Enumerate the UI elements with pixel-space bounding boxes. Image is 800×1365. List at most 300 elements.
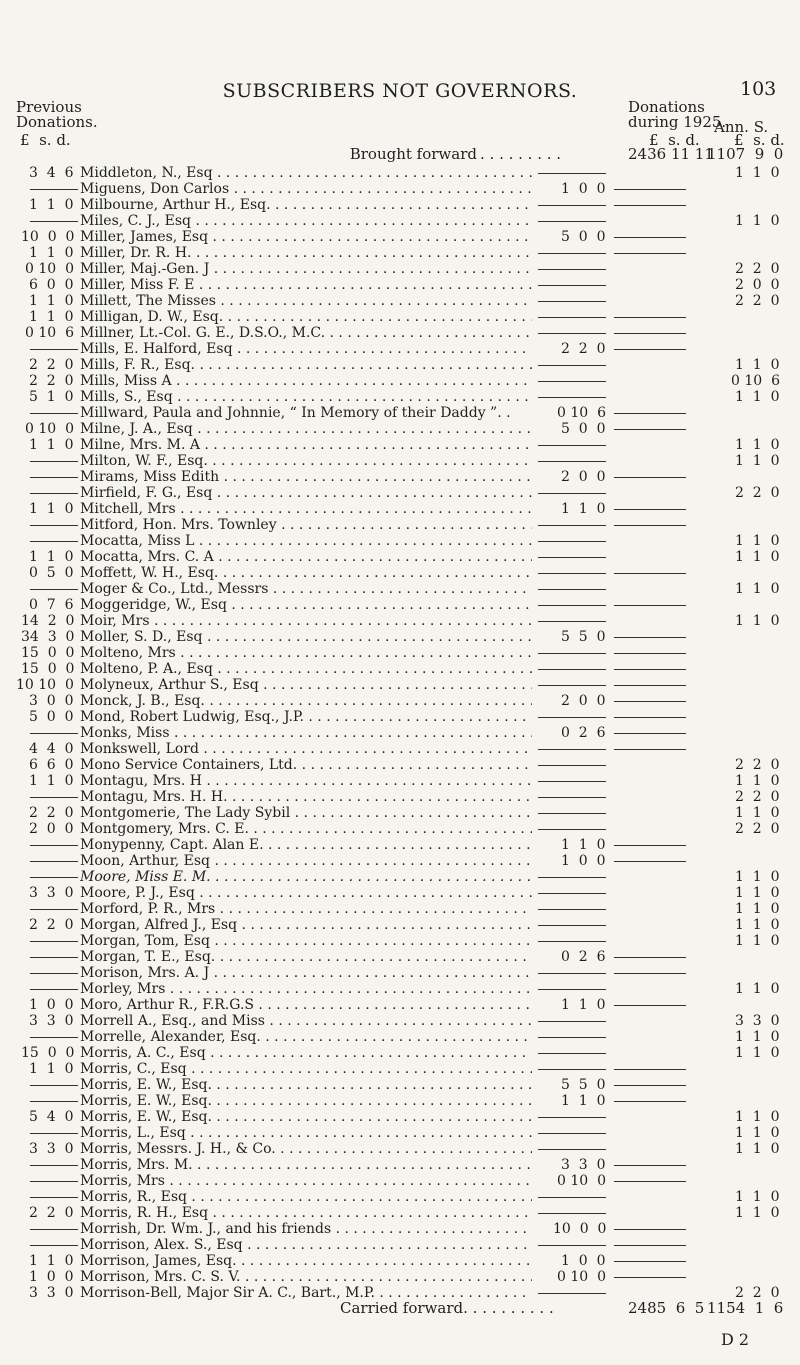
subscriber-name: Mills, S., Esq . . . xyxy=(80,389,532,405)
table-row xyxy=(0,965,800,981)
empty-amount-rule xyxy=(538,765,606,766)
annual-subscription-amount: 1 1 0 xyxy=(735,1029,780,1045)
empty-amount-rule xyxy=(30,461,78,462)
empty-amount-rule xyxy=(614,477,686,478)
table-row xyxy=(0,805,800,821)
annual-subscription-amount: 1 1 0 xyxy=(735,1205,780,1221)
empty-amount-rule xyxy=(538,1117,606,1118)
annual-subscription-amount: 2 2 0 xyxy=(735,821,780,837)
table-row xyxy=(0,741,800,757)
empty-amount-rule xyxy=(30,1101,78,1102)
previous-donation-amount: 34 3 0 xyxy=(21,629,75,645)
subscriber-name: Milne, Mrs. M. A . . . xyxy=(80,437,532,453)
subscriber-name: Monypenny, Capt. Alan E. . . . xyxy=(80,837,532,853)
subscriber-name: Morris, C., Esq . . . xyxy=(80,1061,532,1077)
empty-amount-rule xyxy=(538,381,606,382)
subscriber-name: Moger & Co., Ltd., Messrs . . . xyxy=(80,581,532,597)
previous-donation-amount: 1 0 0 xyxy=(29,997,74,1013)
donations-during-header xyxy=(628,100,726,130)
previous-donation-amount: 1 1 0 xyxy=(29,549,74,565)
annual-subscription-amount: 2 2 0 xyxy=(735,261,780,277)
annual-subscription-amount: 1 1 0 xyxy=(735,869,780,885)
empty-amount-rule xyxy=(614,237,686,238)
subscriber-name: Morris, R. H., Esq . . . xyxy=(80,1205,532,1221)
empty-amount-rule xyxy=(538,749,606,750)
annual-subscription-amount: 1 1 0 xyxy=(735,613,780,629)
annual-subscription-amount: 2 2 0 xyxy=(735,1285,780,1301)
subscriber-name: Morris, E. W., Esq. . . . xyxy=(80,1109,532,1125)
carried-forward-text: Carried forward xyxy=(340,1299,464,1317)
previous-donation-amount: 5 1 0 xyxy=(29,389,74,405)
empty-amount-rule xyxy=(538,669,606,670)
subscriber-name: Molteno, P. A., Esq . . . xyxy=(80,661,532,677)
previous-donation-amount: 1 1 0 xyxy=(29,1253,74,1269)
previous-donation-amount: 10 10 0 xyxy=(16,677,74,693)
previous-donation-amount: 1 1 0 xyxy=(29,437,74,453)
previous-donation-amount: 2 2 0 xyxy=(29,805,74,821)
subscriber-name: Milne, J. A., Esq . . . xyxy=(80,421,532,437)
table-row xyxy=(0,1205,800,1221)
subscriber-list xyxy=(0,165,800,1301)
table-row xyxy=(0,1221,800,1237)
table-row xyxy=(0,1157,800,1173)
subscriber-name: Morgan, T. E., Esq. . . . xyxy=(80,949,532,965)
empty-amount-rule xyxy=(614,1005,686,1006)
empty-amount-rule xyxy=(30,1245,78,1246)
empty-amount-rule xyxy=(614,605,686,606)
subscriber-name: Milton, W. F., Esq. . . . xyxy=(80,453,532,469)
empty-amount-rule xyxy=(538,781,606,782)
table-row xyxy=(0,213,800,229)
table-row xyxy=(0,325,800,341)
annual-subscription-amount: 1 1 0 xyxy=(735,805,780,821)
subscriber-name: Morris, R., Esq . . . xyxy=(80,1189,532,1205)
empty-amount-rule xyxy=(30,589,78,590)
subscriber-name: Morris, E. W., Esq. . . . xyxy=(80,1093,532,1109)
empty-amount-rule xyxy=(30,989,78,990)
table-row xyxy=(0,933,800,949)
empty-amount-rule xyxy=(30,909,78,910)
leader-dots: . . . . . . . . . . xyxy=(463,1299,554,1317)
table-row xyxy=(0,581,800,597)
subscriber-name: Montgomerie, The Lady Sybil . . . xyxy=(80,805,532,821)
donation-1925-amount: 0 2 6 xyxy=(561,949,606,965)
subscriber-name: Monks, Miss . . . xyxy=(80,725,532,741)
annual-subscription-amount: 1 1 0 xyxy=(735,885,780,901)
empty-amount-rule xyxy=(538,285,606,286)
table-row xyxy=(0,725,800,741)
annual-subscription-amount: 1 1 0 xyxy=(735,773,780,789)
empty-amount-rule xyxy=(30,541,78,542)
subscriber-name: Miller, James, Esq . . . xyxy=(80,229,532,245)
subscriber-name: Morrison-Bell, Major Sir A. C., Bart., M.P. . . . xyxy=(80,1285,532,1301)
table-row xyxy=(0,293,800,309)
empty-amount-rule xyxy=(538,461,606,462)
subscriber-name: Montagu, Mrs. H. H. . . . xyxy=(80,789,532,805)
previous-donation-amount: 0 10 6 xyxy=(25,325,74,341)
carried-forward-donations: 2485 6 5 xyxy=(628,1299,705,1317)
donation-1925-amount: 1 1 0 xyxy=(561,501,606,517)
empty-amount-rule xyxy=(538,973,606,974)
table-row xyxy=(0,357,800,373)
empty-amount-rule xyxy=(538,909,606,910)
empty-amount-rule xyxy=(614,669,686,670)
table-row xyxy=(0,1253,800,1269)
subscriber-name: Morris, A. C., Esq . . . xyxy=(80,1045,532,1061)
empty-amount-rule xyxy=(614,1101,686,1102)
previous-donation-amount: 3 3 0 xyxy=(29,1285,74,1301)
subscriber-name: Mond, Robert Ludwig, Esq., J.P. . . . xyxy=(80,709,532,725)
previous-donation-amount: 1 1 0 xyxy=(29,1061,74,1077)
empty-amount-rule xyxy=(614,733,686,734)
table-row xyxy=(0,837,800,853)
subscriber-name: Mocatta, Miss L . . . xyxy=(80,533,532,549)
subscriber-name: Mills, E. Halford, Esq . . . xyxy=(80,341,532,357)
empty-amount-rule xyxy=(614,525,686,526)
table-row xyxy=(0,517,800,533)
table-row xyxy=(0,901,800,917)
subscriber-name: Morrison, Alex. S., Esq . . . xyxy=(80,1237,532,1253)
table-row xyxy=(0,1029,800,1045)
previous-donation-amount: 2 2 0 xyxy=(29,373,74,389)
previous-donation-amount: 3 0 0 xyxy=(29,693,74,709)
previous-donation-amount: 6 0 0 xyxy=(29,277,74,293)
empty-amount-rule xyxy=(538,589,606,590)
empty-amount-rule xyxy=(30,733,78,734)
empty-amount-rule xyxy=(538,605,606,606)
empty-amount-rule xyxy=(614,1085,686,1086)
empty-amount-rule xyxy=(538,1197,606,1198)
annual-subscription-amount: 0 10 6 xyxy=(731,373,780,389)
table-row xyxy=(0,853,800,869)
table-row xyxy=(0,597,800,613)
table-row xyxy=(0,197,800,213)
subscriber-name: Millward, Paula and Johnnie, “ In Memory of their Daddy ”. . xyxy=(80,405,511,421)
annual-subscription-amount: 1 1 0 xyxy=(735,213,780,229)
table-row xyxy=(0,469,800,485)
donation-1925-amount: 3 3 0 xyxy=(561,1157,606,1173)
empty-amount-rule xyxy=(538,1293,606,1294)
carried-forward-label xyxy=(340,1299,554,1317)
table-row xyxy=(0,997,800,1013)
table-row xyxy=(0,981,800,997)
previous-donation-amount: 5 0 0 xyxy=(29,709,74,725)
donation-1925-amount: 5 0 0 xyxy=(561,229,606,245)
previous-donation-amount: 15 0 0 xyxy=(21,1045,75,1061)
subscriber-name: Millett, The Misses . . . xyxy=(80,293,532,309)
empty-amount-rule xyxy=(614,1261,686,1262)
annual-subscription-amount: 1 1 0 xyxy=(735,1189,780,1205)
subscriber-name: Moore, Miss E. M. . . . xyxy=(80,869,532,885)
subscriber-name: Montagu, Mrs. H . . . xyxy=(80,773,532,789)
table-row xyxy=(0,709,800,725)
empty-amount-rule xyxy=(538,925,606,926)
table-row xyxy=(0,181,800,197)
annual-subscription-amount: 3 3 0 xyxy=(735,1013,780,1029)
subscriber-name: Miller, Dr. R. H. . . . xyxy=(80,245,532,261)
empty-amount-rule xyxy=(614,653,686,654)
annual-subscription-amount: 2 2 0 xyxy=(735,789,780,805)
subscriber-name: Morris, L., Esq . . . xyxy=(80,1125,532,1141)
empty-amount-rule xyxy=(30,477,78,478)
table-row xyxy=(0,789,800,805)
empty-amount-rule xyxy=(614,1069,686,1070)
annual-subscription-amount: 1 1 0 xyxy=(735,1045,780,1061)
brought-forward-label: Brought forward xyxy=(349,145,477,163)
subscriber-name: Middleton, N., Esq . . . xyxy=(80,165,532,181)
table-row xyxy=(0,885,800,901)
subscriber-name: Moggeridge, W., Esq . . . xyxy=(80,597,532,613)
table-row xyxy=(0,1173,800,1189)
empty-amount-rule xyxy=(538,1245,606,1246)
table-row xyxy=(0,453,800,469)
empty-amount-rule xyxy=(538,301,606,302)
subscriber-name: Mirams, Miss Edith . . . xyxy=(80,469,532,485)
table-row xyxy=(0,309,800,325)
previous-donation-amount: 3 4 6 xyxy=(29,165,74,181)
empty-amount-rule xyxy=(614,637,686,638)
table-row xyxy=(0,645,800,661)
table-row xyxy=(0,565,800,581)
subscriber-name: Morford, P. R., Mrs . . . xyxy=(80,901,532,917)
empty-amount-rule xyxy=(538,541,606,542)
previous-donation-amount: 2 2 0 xyxy=(29,1205,74,1221)
annual-subscription-amount: 2 2 0 xyxy=(735,757,780,773)
empty-amount-rule xyxy=(614,189,686,190)
subscriber-name: Morrison, Mrs. C. S. V. . . . xyxy=(80,1269,532,1285)
table-row xyxy=(0,277,800,293)
table-row xyxy=(0,501,800,517)
donation-1925-amount: 5 5 0 xyxy=(561,629,606,645)
donation-1925-amount: 1 1 0 xyxy=(561,1093,606,1109)
table-row xyxy=(0,613,800,629)
subscriber-name: Miller, Maj.-Gen. J . . . xyxy=(80,261,532,277)
subscriber-name: Morgan, Alfred J., Esq . . . xyxy=(80,917,532,933)
empty-amount-rule xyxy=(30,957,78,958)
table-row xyxy=(0,341,800,357)
table-row xyxy=(0,629,800,645)
table-row xyxy=(0,405,800,421)
previous-donation-amount: 0 5 0 xyxy=(29,565,74,581)
annual-subscription-amount: 1 1 0 xyxy=(735,1141,780,1157)
donation-1925-amount: 1 0 0 xyxy=(561,181,606,197)
empty-amount-rule xyxy=(30,861,78,862)
annual-subscription-amount: 2 2 0 xyxy=(735,293,780,309)
subscriber-name: Morris, Mrs . . . xyxy=(80,1173,532,1189)
table-row xyxy=(0,229,800,245)
annual-subscription-amount: 1 1 0 xyxy=(735,389,780,405)
empty-amount-rule xyxy=(538,685,606,686)
previous-donation-amount: 2 2 0 xyxy=(29,917,74,933)
empty-amount-rule xyxy=(614,1277,686,1278)
donation-1925-amount: 0 2 6 xyxy=(561,725,606,741)
empty-amount-rule xyxy=(538,1149,606,1150)
subscriber-name: Montgomery, Mrs. C. E. . . . xyxy=(80,821,532,837)
subscriber-name: Morrish, Dr. Wm. J., and his friends . . . xyxy=(80,1221,532,1237)
annual-subscription-amount: 1 1 0 xyxy=(735,437,780,453)
table-row xyxy=(0,1269,800,1285)
table-row xyxy=(0,1045,800,1061)
empty-amount-rule xyxy=(614,1165,686,1166)
empty-amount-rule xyxy=(614,717,686,718)
previous-donation-amount: 1 1 0 xyxy=(29,309,74,325)
page-title: SUBSCRIBERS NOT GOVERNORS. xyxy=(222,80,578,102)
subscriber-name: Moller, S. D., Esq . . . xyxy=(80,629,532,645)
table-row xyxy=(0,1141,800,1157)
currency-units-previous: £ s. d. xyxy=(20,131,71,149)
subscriber-name: Moore, P. J., Esq . . . xyxy=(80,885,532,901)
empty-amount-rule xyxy=(30,525,78,526)
annual-subscription-amount: 1 1 0 xyxy=(735,581,780,597)
signature-mark: D 2 xyxy=(721,1330,750,1349)
brought-forward-annual: 1107 9 0 xyxy=(707,145,784,163)
empty-amount-rule xyxy=(614,685,686,686)
subscriber-name: Morris, Mrs. M. . . . xyxy=(80,1157,532,1173)
previous-donations-header-line: Previous xyxy=(16,98,82,116)
table-row xyxy=(0,389,800,405)
table-row xyxy=(0,1125,800,1141)
annual-subscription-amount: 1 1 0 xyxy=(735,453,780,469)
annual-subscription-amount: 1 1 0 xyxy=(735,981,780,997)
previous-donations-header xyxy=(16,100,136,130)
donations-during-header-line: during 1925. xyxy=(628,113,727,131)
empty-amount-rule xyxy=(614,701,686,702)
donation-1925-amount: 1 0 0 xyxy=(561,1253,606,1269)
empty-amount-rule xyxy=(614,205,686,206)
subscriber-name: Millner, Lt.-Col. G. E., D.S.O., M.C. . . . xyxy=(80,325,532,341)
subscriber-name: Moon, Arthur, Esq . . . xyxy=(80,853,532,869)
table-row xyxy=(0,1237,800,1253)
previous-donation-amount: 0 10 0 xyxy=(25,261,74,277)
table-row xyxy=(0,165,800,181)
empty-amount-rule xyxy=(30,1197,78,1198)
empty-amount-rule xyxy=(614,973,686,974)
annual-subscription-amount: 2 0 0 xyxy=(735,277,780,293)
table-row xyxy=(0,533,800,549)
previous-donation-amount: 0 10 0 xyxy=(25,421,74,437)
page-number: 103 xyxy=(740,78,777,100)
table-row xyxy=(0,485,800,501)
empty-amount-rule xyxy=(538,221,606,222)
table-row xyxy=(0,949,800,965)
subscriber-name: Mitchell, Mrs . . . xyxy=(80,501,532,517)
empty-amount-rule xyxy=(538,445,606,446)
previous-donation-amount: 0 7 6 xyxy=(29,597,74,613)
annual-subscription-amount: 1 1 0 xyxy=(735,533,780,549)
subscriber-name: Morrison, James, Esq. . . . xyxy=(80,1253,532,1269)
empty-amount-rule xyxy=(538,893,606,894)
subscriber-name: Morrelle, Alexander, Esq. . . . xyxy=(80,1029,532,1045)
previous-donation-amount: 3 3 0 xyxy=(29,885,74,901)
subscriber-name: Mocatta, Mrs. C. A . . . xyxy=(80,549,532,565)
empty-amount-rule xyxy=(538,1133,606,1134)
empty-amount-rule xyxy=(30,1181,78,1182)
empty-amount-rule xyxy=(538,1037,606,1038)
subscriber-name: Moffett, W. H., Esq. . . . xyxy=(80,565,532,581)
annual-subscriptions-header: Ann. S. xyxy=(714,118,769,136)
empty-amount-rule xyxy=(614,845,686,846)
empty-amount-rule xyxy=(538,205,606,206)
table-row xyxy=(0,373,800,389)
empty-amount-rule xyxy=(538,653,606,654)
table-row xyxy=(0,869,800,885)
previous-donation-amount: 1 1 0 xyxy=(29,773,74,789)
empty-amount-rule xyxy=(538,829,606,830)
empty-amount-rule xyxy=(538,877,606,878)
previous-donation-amount: 14 2 0 xyxy=(21,613,75,629)
subscriber-name: Morgan, Tom, Esq . . . xyxy=(80,933,532,949)
annual-subscription-amount: 1 1 0 xyxy=(735,165,780,181)
empty-amount-rule xyxy=(30,1165,78,1166)
subscriber-name: Milbourne, Arthur H., Esq. . . . xyxy=(80,197,532,213)
donation-1925-amount: 0 10 0 xyxy=(557,1269,606,1285)
empty-amount-rule xyxy=(30,1229,78,1230)
table-row xyxy=(0,821,800,837)
subscriber-name: Monkswell, Lord . . . xyxy=(80,741,532,757)
empty-amount-rule xyxy=(614,1181,686,1182)
previous-donation-amount: 3 3 0 xyxy=(29,1013,74,1029)
empty-amount-rule xyxy=(538,365,606,366)
empty-amount-rule xyxy=(538,1021,606,1022)
donation-1925-amount: 2 2 0 xyxy=(561,341,606,357)
table-row xyxy=(0,677,800,693)
subscriber-name: Mills, Miss A . . . xyxy=(80,373,532,389)
subscriber-name: Morley, Mrs . . . xyxy=(80,981,532,997)
subscriber-name: Miguens, Don Carlos . . . xyxy=(80,181,532,197)
empty-amount-rule xyxy=(30,221,78,222)
donation-1925-amount: 2 0 0 xyxy=(561,693,606,709)
empty-amount-rule xyxy=(30,845,78,846)
previous-donation-amount: 2 0 0 xyxy=(29,821,74,837)
previous-donation-amount: 2 2 0 xyxy=(29,357,74,373)
subscriber-name: Mills, F. R., Esq. . . . xyxy=(80,357,532,373)
donation-1925-amount: 2 0 0 xyxy=(561,469,606,485)
table-row xyxy=(0,661,800,677)
empty-amount-rule xyxy=(30,1085,78,1086)
previous-donation-amount: 15 0 0 xyxy=(21,645,75,661)
empty-amount-rule xyxy=(614,1245,686,1246)
empty-amount-rule xyxy=(30,493,78,494)
annual-subscription-amount: 1 1 0 xyxy=(735,917,780,933)
previous-donation-amount: 3 3 0 xyxy=(29,1141,74,1157)
brought-forward-donations: 2436 11 11 xyxy=(628,145,714,163)
empty-amount-rule xyxy=(538,397,606,398)
empty-amount-rule xyxy=(30,413,78,414)
empty-amount-rule xyxy=(30,1133,78,1134)
annual-subscription-amount: 1 1 0 xyxy=(735,549,780,565)
table-row xyxy=(0,437,800,453)
previous-donation-amount: 6 6 0 xyxy=(29,757,74,773)
empty-amount-rule xyxy=(538,493,606,494)
currency-units-annual: £ s. d. xyxy=(734,131,785,149)
empty-amount-rule xyxy=(538,941,606,942)
empty-amount-rule xyxy=(614,317,686,318)
table-row xyxy=(0,693,800,709)
subscriber-name: Morison, Mrs. A. J . . . xyxy=(80,965,532,981)
donation-1925-amount: 0 10 6 xyxy=(557,405,606,421)
donation-1925-amount: 1 1 0 xyxy=(561,837,606,853)
empty-amount-rule xyxy=(614,429,686,430)
previous-donation-amount: 10 0 0 xyxy=(21,229,75,245)
previous-donations-header-line: Donations. xyxy=(16,113,98,131)
empty-amount-rule xyxy=(614,957,686,958)
previous-donation-amount: 15 0 0 xyxy=(21,661,75,677)
subscriber-name: Mono Service Containers, Ltd. . . . xyxy=(80,757,532,773)
empty-amount-rule xyxy=(538,1213,606,1214)
subscriber-name: Miles, C. J., Esq . . . xyxy=(80,213,532,229)
donation-1925-amount: 1 1 0 xyxy=(561,997,606,1013)
table-row xyxy=(0,421,800,437)
